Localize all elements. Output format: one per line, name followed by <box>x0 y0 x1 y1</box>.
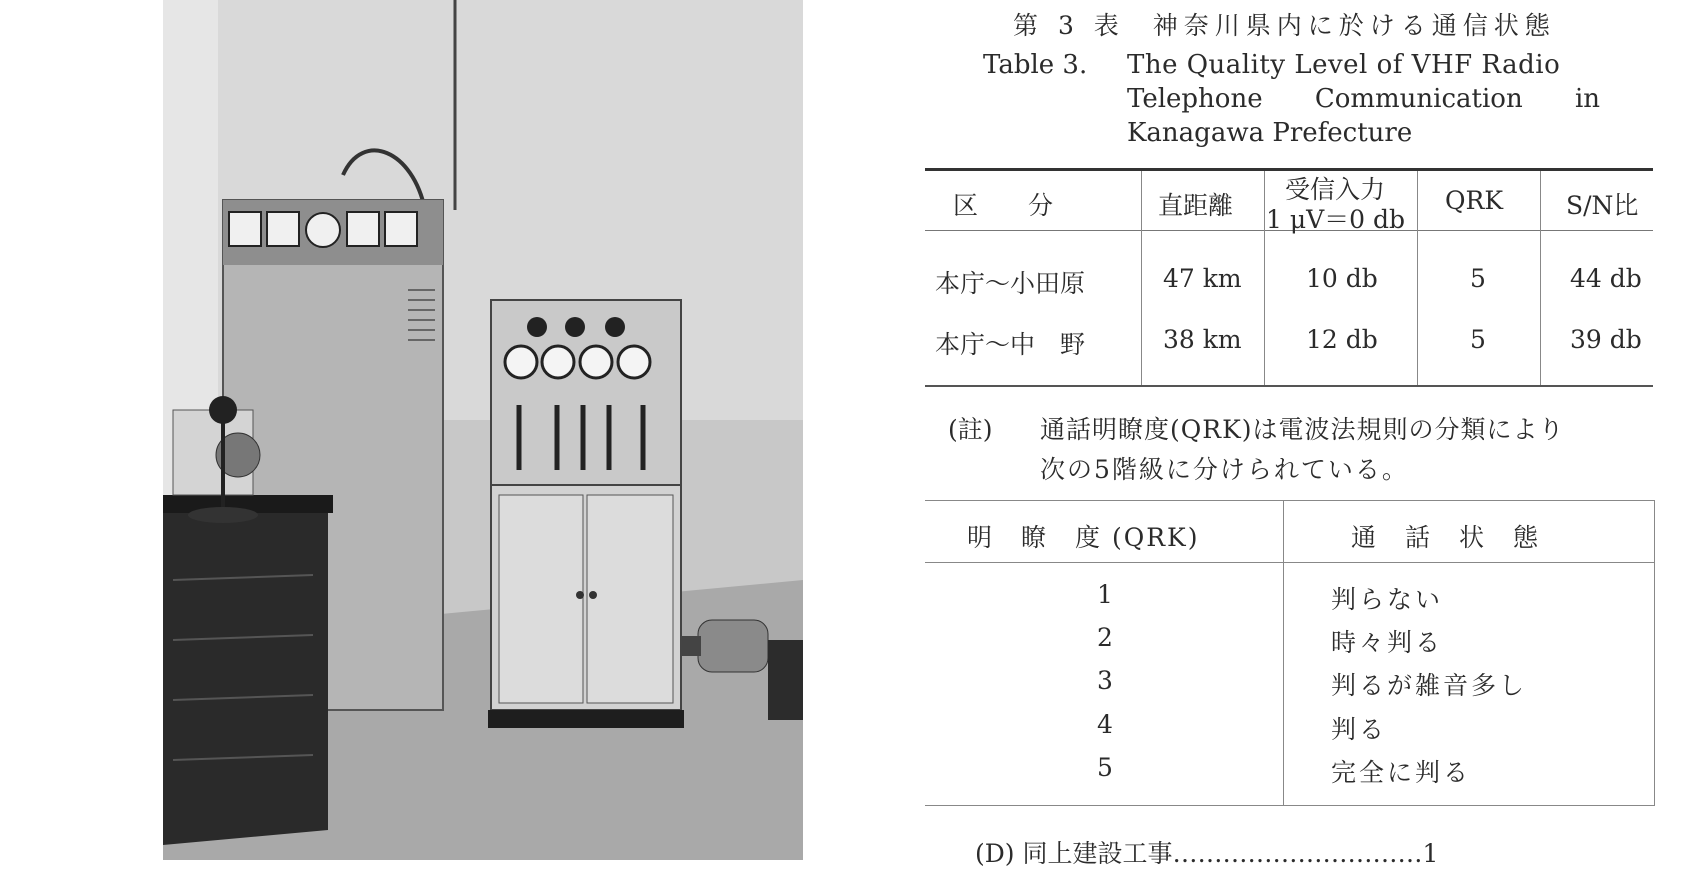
qrk-header-state: 通 話 状 態 <box>1351 523 1541 552</box>
note-line: 通話明瞭度(QRK)は電波法規則の分類により <box>1040 415 1565 444</box>
qrk-table-right-border <box>1654 500 1655 805</box>
table-caption-jp <box>1013 6 1556 42</box>
note-marker: (註) <box>948 415 993 444</box>
qrk-state: 判らない <box>1331 585 1444 614</box>
header-input-unit: 1 μV＝0 db <box>1266 205 1406 234</box>
qrk-table-top-rule <box>925 500 1655 501</box>
table-cell: 47 km <box>1163 264 1242 293</box>
qrk-level: 5 <box>1097 753 1113 782</box>
caption-title: 神奈川県内に於ける通信状態 <box>1152 11 1556 40</box>
table-cell: 12 db <box>1306 325 1378 354</box>
table-cell: 本庁〜小田原 <box>935 269 1086 298</box>
table-col-divider <box>1540 171 1541 385</box>
caption-number: 第 3 表 <box>1013 11 1125 40</box>
table-col-divider <box>1141 171 1142 385</box>
table-cell: 本庁〜中 野 <box>935 330 1086 359</box>
qrk-state: 判るが雑音多し <box>1331 671 1528 700</box>
table-caption-label-en: Table 3. <box>983 50 1088 80</box>
qrk-state: 時々判る <box>1331 628 1444 657</box>
header-input: 受信入力 <box>1285 175 1386 204</box>
header-qrk: QRK <box>1445 186 1503 215</box>
note-line: 次の5階級に分けられている。 <box>1040 455 1409 484</box>
table-cell: 5 <box>1470 325 1486 354</box>
table-caption-title-en-line1: The Quality Level of VHF Radio <box>1127 50 1561 80</box>
table-col-divider <box>1417 171 1418 385</box>
header-sn: S/N比 <box>1566 191 1639 220</box>
table-bottom-rule <box>925 385 1653 387</box>
qrk-level: 1 <box>1097 580 1113 609</box>
header-category: 区 分 <box>953 191 1054 220</box>
qrk-state: 判る <box>1331 715 1388 744</box>
table-col-divider <box>1264 171 1265 385</box>
qrk-header-level: 明 瞭 度 (QRK) <box>967 523 1200 552</box>
qrk-level: 3 <box>1097 666 1113 695</box>
header-distance: 直距離 <box>1158 191 1234 220</box>
equipment-photograph <box>163 0 803 860</box>
qrk-table-col-divider <box>1283 500 1284 805</box>
qrk-table-header-rule <box>925 562 1655 563</box>
table-cell: 44 db <box>1570 264 1642 293</box>
table-caption-title-en-line2: Telephone Communication in <box>1127 84 1600 114</box>
table-cell: 39 db <box>1570 325 1642 354</box>
table-cell: 10 db <box>1306 264 1378 293</box>
section-line: (D) 同上建設工事…………………………1 <box>975 839 1439 868</box>
qrk-level: 2 <box>1097 623 1113 652</box>
table-cell: 5 <box>1470 264 1486 293</box>
qrk-table-bottom-rule <box>925 805 1655 806</box>
qrk-state: 完全に判る <box>1331 758 1472 787</box>
table-cell: 38 km <box>1163 325 1242 354</box>
qrk-level: 4 <box>1097 710 1113 739</box>
table-caption-title-en-line3: Kanagawa Prefecture <box>1127 118 1413 148</box>
